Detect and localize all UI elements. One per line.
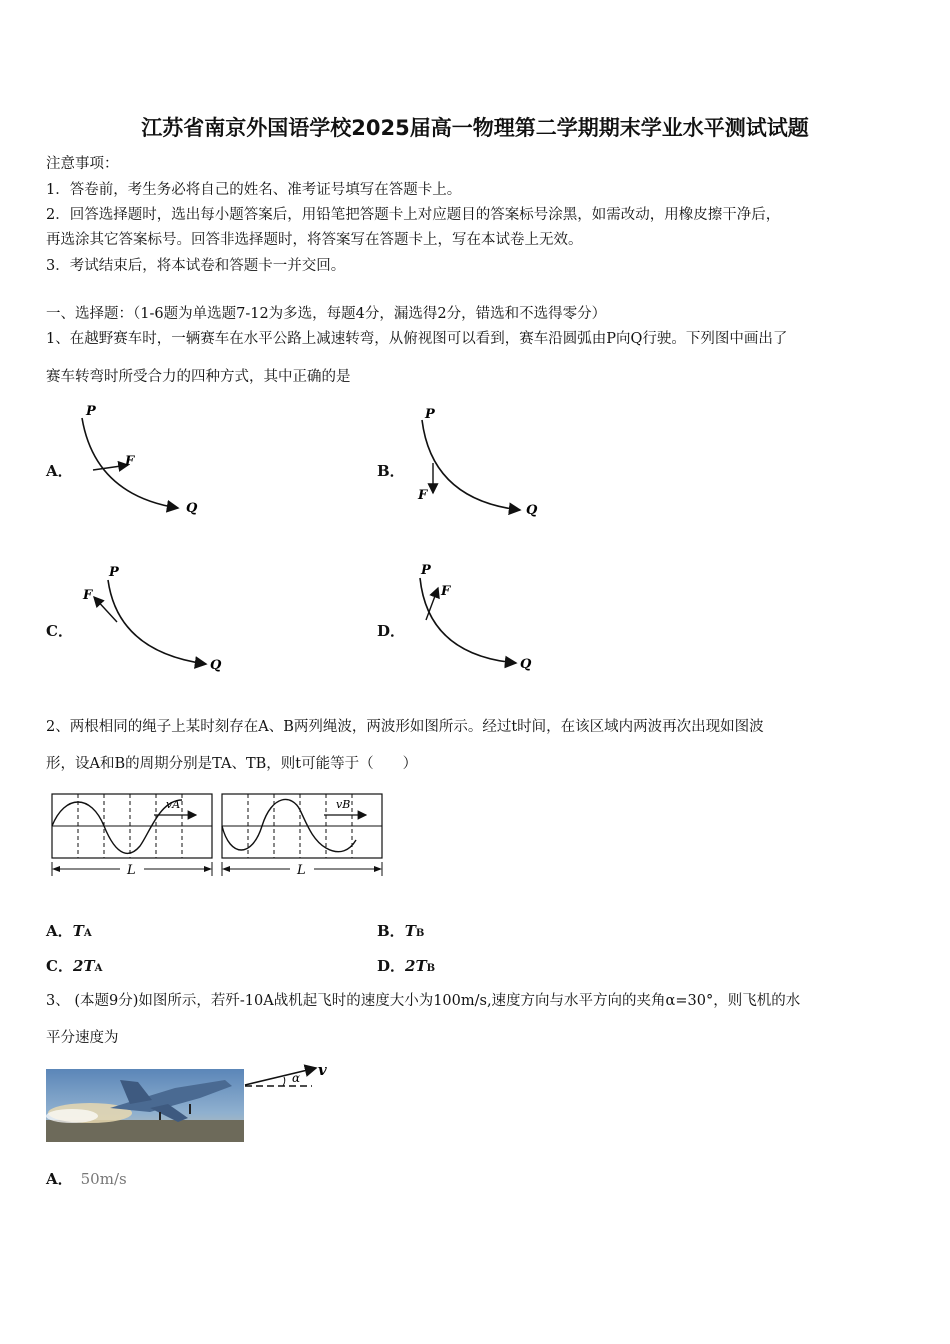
path-curve xyxy=(420,578,516,663)
point-p-label: P xyxy=(425,407,435,422)
path-curve xyxy=(108,580,206,664)
question-1-text: 1、在越野赛车时，一辆赛车在水平公路上减速转弯，从俯视图可以看到，赛车沿圆弧由P向Q行驶。下列图中画出了 xyxy=(46,331,788,347)
force-label: F xyxy=(418,488,428,503)
question-3-text-cont: 平分速度为 xyxy=(46,1030,119,1046)
angle-label: α xyxy=(292,1071,301,1085)
q1-option-c-label: C． xyxy=(46,622,73,640)
velocity-label: v xyxy=(318,1061,327,1079)
q3-jet-photo xyxy=(46,1069,244,1142)
q3-velocity-diagram xyxy=(245,1061,327,1086)
question-2-text: 2、两根相同的绳子上某时刻存在A、B两列绳波，两波形如图所示。经过t时间，在该区域内两波再次出现如图波 xyxy=(46,719,764,735)
q1-option-a-label: A． xyxy=(46,462,73,480)
point-p-label: P xyxy=(86,404,96,419)
q1-option-b-label: B． xyxy=(377,462,405,480)
force-arrow xyxy=(426,588,438,620)
point-p-label: P xyxy=(109,565,119,580)
length-label: L xyxy=(127,863,136,878)
q1-figure-d xyxy=(420,563,532,672)
notice-heading: 注意事项： xyxy=(46,156,119,172)
notice-item-1: 1．答卷前，考生务必将自己的姓名、准考证号填写在答题卡上。 xyxy=(46,182,462,198)
length-label: L xyxy=(297,863,306,878)
question-1-text-cont: 赛车转弯时所受合力的四种方式，其中正确的是 xyxy=(46,369,351,385)
q1-figure-b xyxy=(417,407,538,518)
question-2-text-cont: 形，设A和B的周期分别是TA、TB，则t可能等于（ ） xyxy=(46,756,418,772)
q1-figure-a xyxy=(82,404,198,516)
point-q-label: Q xyxy=(520,657,532,672)
point-q-label: Q xyxy=(210,658,222,673)
force-arrow xyxy=(93,465,128,470)
notice-item-3: 3．考试结束后，将本试卷和答题卡一并交回。 xyxy=(46,258,346,274)
velocity-label: vB xyxy=(336,798,351,811)
wave-curve xyxy=(52,800,182,853)
point-p-label: P xyxy=(421,563,431,578)
notice-item-2: 2．回答选择题时，选出每小题答案后，用铅笔把答题卡上对应题目的答案标号涂黑，如需改动，用橡皮擦干净后， xyxy=(46,207,781,223)
q2-option-d: D．2TB xyxy=(377,957,436,975)
notice-item-2-cont: 再选涂其它答案标号。回答非选择题时，将答案写在答题卡上，写在本试卷上无效。 xyxy=(46,232,583,248)
question-3-text: 3、 (本题9分)如图所示，若歼-10A战机起飞时的速度大小为100m/s,速度方向与水平方向的夹角α=30°，则飞机的水 xyxy=(46,993,801,1009)
q1-option-d-label: D． xyxy=(377,622,406,640)
q1-figure-c xyxy=(82,565,222,673)
force-label: F xyxy=(83,588,93,603)
section-heading: 一、选择题：（1-6题为单选题7-12为多选，每题4分，漏选得2分，错选和不选得零分） xyxy=(46,306,607,322)
force-label: F xyxy=(441,584,451,599)
point-q-label: Q xyxy=(526,503,538,518)
velocity-arrow xyxy=(245,1068,316,1085)
velocity-label: vA xyxy=(166,798,181,811)
q3-option-a: A． 50m/s xyxy=(46,1170,127,1188)
q2-wave-a xyxy=(52,794,212,878)
page-title: 江苏省南京外国语学校2025届高一物理第二学期期末学业水平测试试题 xyxy=(141,116,809,140)
q2-wave-b xyxy=(222,794,382,878)
q2-option-c: C．2TA xyxy=(46,957,103,975)
q2-option-a: A．TA xyxy=(46,922,92,940)
force-label: F xyxy=(125,454,135,469)
path-curve xyxy=(422,420,520,510)
point-q-label: Q xyxy=(186,501,198,516)
q2-option-b: B．TB xyxy=(377,922,425,940)
